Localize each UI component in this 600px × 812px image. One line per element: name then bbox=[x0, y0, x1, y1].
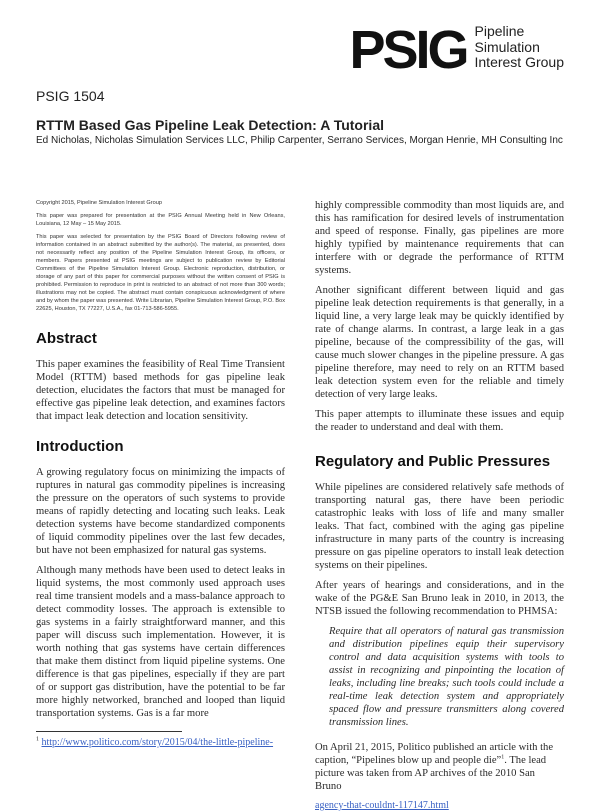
paragraph: This paper attempts to illuminate these issues and equip the reader to understand and deal with them. bbox=[315, 409, 564, 433]
closing-tail: . The lead picture was taken from AP archives of the 2010 San Bruno bbox=[315, 755, 547, 792]
footnote-continuation bbox=[315, 800, 564, 812]
paper-header bbox=[0, 0, 600, 147]
two-column-body bbox=[0, 199, 600, 812]
authors: Ed Nicholas, Nicholas Simulation Services LLC, Philip Carpenter, Serrano Services, Morgan Henrie, MH Consulting Inc bbox=[36, 135, 563, 146]
footnote-number: 1 bbox=[36, 736, 39, 743]
footnote bbox=[36, 737, 285, 749]
footnote-divider bbox=[36, 731, 182, 732]
abstract-text: This paper examines the feasibility of Real Time Transient Model (RTTM) based methods for gas pipeline leak detection, elucidates the factors that must be managed for effective gas pipeline leak detection, and examines factors that impact leak detection and location sensitivity. bbox=[36, 359, 285, 422]
closing-paragraph bbox=[315, 741, 564, 793]
logo-mark: PSIG bbox=[349, 20, 467, 80]
abstract-heading: Abstract bbox=[36, 330, 97, 347]
introduction-heading: Introduction bbox=[36, 438, 124, 455]
copyright: Copyright 2015, Pipeline Simulation Interest Group bbox=[36, 200, 162, 206]
paragraph: Another significant different between liquid and gas pipeline leak detection requirements is that generally, in a liquid line, a very large leak may be quickly identified by rate of change alarms. In contrast, a large leak in a gas pipeline, because of the compressibility of the gas, will cause much slower changes in the pipeline pressure. A gas pipeline therefore, may need to rely on an RTTM based leak detection system even for the reliable and timely detection of very large leaks. bbox=[315, 285, 564, 400]
ntsb-quote: Require that all operators of natural gas transmission and distribution pipelines equip their supervisory control and data acquisition systems with tools to assist in recognizing and pinpointing the location of leaks, including line breaks; such tools could include a real-time leak detection system and appropriately spaced flow and pressure transmitters along covered transmission lines. bbox=[329, 626, 564, 728]
regulatory-heading: Regulatory and Public Pressures bbox=[315, 453, 551, 470]
paragraph: A growing regulatory focus on minimizing the impacts of ruptures in natural gas commodity pipelines is increasing the pressure on the operators of such systems to provide means of rapidly detecting and locating such leaks. Leak detection systems have become standardized components of liquid commodity pipelines over the last few decades, but have not been emphasized for natural gas systems. bbox=[36, 467, 285, 556]
selection-note: This paper was selected for presentation by the PSIG Board of Directors following review of information contained in an abstract submitted by the author(s). The material, as presented, does not necessarily reflect any position of the Pipeline Simulation Interest Group, its officers, or members. Papers presented at PSIG meetings are subject to publication review by Editorial Committees of the Pipeline Simulation Interest Group. Electronic reproduction, distribution, or storage of any part of this paper for commercial purposes without the written consent of PSIG is prohibited. Permission to reproduce in print is restricted to an abstract of not more than 300 words; illustrations may not be copied. The abstract must contain conspicuous acknowledgment of where and by whom the paper was presented. Write Librarian, Pipeline Simulation Interest Group, P.O. Box 22625, Houston, TX 77227, U.S.A., fax 01-713-586-5955. bbox=[36, 234, 285, 312]
logo-line: Pipeline bbox=[474, 23, 525, 39]
left-column bbox=[36, 199, 285, 812]
logo-line: Simulation bbox=[474, 38, 540, 55]
paragraph: While pipelines are considered relatively safe methods of transporting natural gas, there have been periodic catastrophic leaks with loss of life and many smaller leaks. That fact, combined with the aging gas pipeline infrastructure in many parts of the country is increasing pressure on gas pipeline operators to install leak detection systems on their pipelines. bbox=[315, 482, 564, 571]
footnote-ref[interactable]: 1 bbox=[501, 754, 505, 761]
paragraph: highly compressible commodity than most liquids are, and this has ramification for desired levels of instrumentation and speed of response. Finally, gas pipelines are more highly typified by maintenance requirements that can interfere with or degrade the performance of RTTM systems. bbox=[315, 200, 564, 276]
paragraph: After years of hearings and considerations, and in the wake of the PG&E San Bruno leak in 2010, in 2013, the NTSB issued the following recommendation to PHMSA: bbox=[315, 580, 564, 617]
paper-id: PSIG 1504 bbox=[36, 88, 105, 104]
paper-title: RTTM Based Gas Pipeline Leak Detection: A Tutorial bbox=[36, 117, 384, 133]
logo-text bbox=[475, 24, 565, 71]
footnote-link-continued[interactable]: agency-that-couldnt-117147.html bbox=[315, 800, 449, 811]
introduction-section bbox=[36, 438, 285, 727]
meeting-note: This paper was prepared for presentation at the PSIG Annual Meeting held in New Orleans, Louisiana, 12 May – 15 May 2015. bbox=[36, 213, 285, 227]
paragraph: Although many methods have been used to detect leaks in liquid systems, the most commonly used approach uses real time transient models and a mass-balance approach to detect commodity losses. The approach is extensible to gas systems in a fairly straightforward manner, and this paper will discuss such implementation. However, it is worth nothing that gas systems have certain differences that make them distinct from liquid pipeline systems. One difference is that gas pipelines, especially if they are part of or support gas distribution, have the potential to be far more highly networked, branched and looped than liquid transportation systems. Gas is a far more bbox=[36, 565, 285, 719]
psig-logo bbox=[36, 20, 564, 80]
right-column bbox=[315, 199, 564, 812]
footnote-link[interactable]: http://www.politico.com/story/2015/04/the-little-pipeline- bbox=[41, 737, 274, 748]
abstract-section bbox=[36, 330, 285, 430]
logo-line: Interest Group bbox=[474, 54, 564, 70]
closing-text: On April 21, 2015, Politico published an article with the caption, “Pipelines blow up and people die” bbox=[315, 742, 554, 766]
front-matter bbox=[36, 199, 285, 318]
